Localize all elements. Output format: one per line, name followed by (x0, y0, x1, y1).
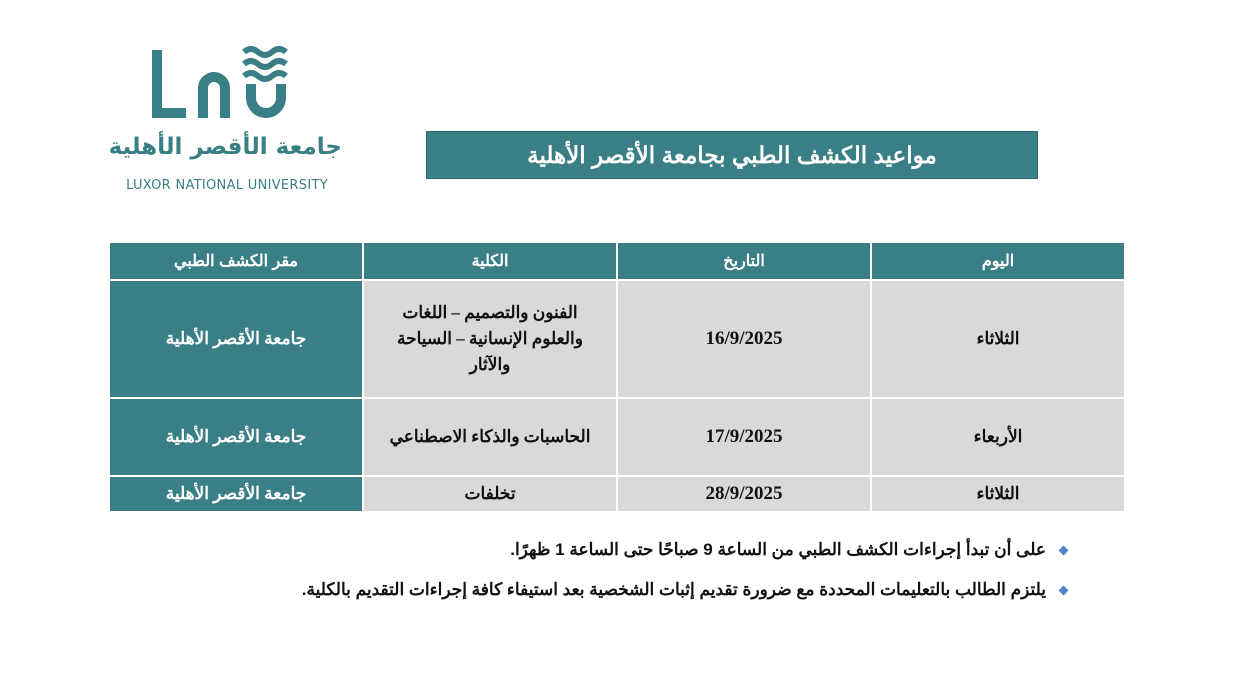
faculty-line: الحاسبات والذكاء الاصطناعي (389, 427, 591, 446)
cell-date: 28/9/2025 (617, 476, 871, 512)
lnu-logo-mark (152, 44, 302, 124)
cell-date: 17/9/2025 (617, 398, 871, 476)
cell-day: الثلاثاء (871, 476, 1125, 512)
header-day: اليوم (871, 242, 1125, 280)
diamond-bullet-icon (1059, 585, 1069, 595)
faculty-line: والعلوم الإنسانية – السياحة (397, 329, 583, 348)
cell-location: جامعة الأقصر الأهلية (109, 398, 363, 476)
cell-faculty (363, 476, 617, 512)
note-text: على أن تبدأ إجراءات الكشف الطبي من الساعة 9 صباحًا حتى الساعة 1 ظهرًا. (510, 540, 1046, 559)
header-date: التاريخ (617, 242, 871, 280)
notes-list (302, 540, 1067, 620)
table-row (109, 476, 1125, 512)
cell-faculty (363, 280, 617, 398)
schedule-table (108, 241, 1126, 513)
cell-day: الأربعاء (871, 398, 1125, 476)
university-logo (108, 44, 342, 204)
diamond-bullet-icon (1059, 545, 1069, 555)
table-header-row (109, 242, 1125, 280)
cell-location: جامعة الأقصر الأهلية (109, 476, 363, 512)
faculty-line: تخلفات (464, 484, 516, 503)
header-faculty: الكلية (363, 242, 617, 280)
faculty-line: الفنون والتصميم – اللغات (402, 303, 578, 322)
table-row (109, 398, 1125, 476)
cell-location: جامعة الأقصر الأهلية (109, 280, 363, 398)
cell-faculty (363, 398, 617, 476)
page-title: مواعيد الكشف الطبي بجامعة الأقصر الأهلية (426, 131, 1038, 179)
header-location: مقر الكشف الطبي (109, 242, 363, 280)
logo-english-name: LUXOR NATIONAL UNIVERSITY (126, 178, 328, 193)
logo-arabic-name: جامعة الأقصر الأهلية (108, 134, 342, 160)
note-item (302, 540, 1067, 560)
faculty-line: والآثار (469, 355, 511, 374)
table-row (109, 280, 1125, 398)
cell-day: الثلاثاء (871, 280, 1125, 398)
note-text: يلتزم الطالب بالتعليمات المحددة مع ضرورة تقديم إثبات الشخصية بعد استيفاء كافة إجراءات التقديم بالكلية. (301, 580, 1046, 599)
cell-date: 16/9/2025 (617, 280, 871, 398)
note-item (302, 580, 1067, 600)
